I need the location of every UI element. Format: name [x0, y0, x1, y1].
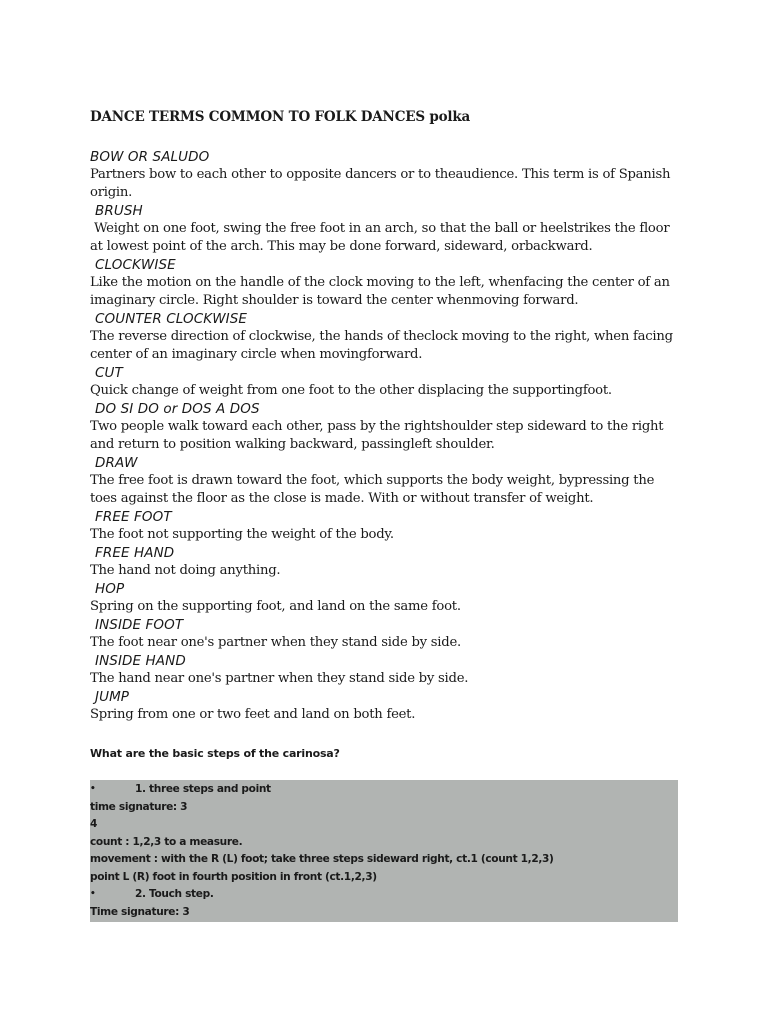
step-1-count: count : 1,2,3 to a measure. [90, 835, 243, 848]
term-cut [90, 364, 690, 400]
term-definition: Partners bow to each other to opposite dancers or to theaudience. This term is of Spanish origin. [90, 167, 671, 200]
carinosa-question: What are the basic steps of the carinosa? [90, 747, 340, 760]
term-definition: Two people walk toward each other, pass by the rightshoulder step sideward to the right and return to position walking backward, passingleft shoulder. [90, 419, 664, 452]
term-definition: The free foot is drawn toward the foot, which supports the body weight, bypressing the toes against the floor as the close is made. With or without transfer of weight. [90, 473, 655, 506]
step-1-heading: 1. three steps and point [135, 783, 271, 795]
term-name: INSIDE HAND [95, 653, 186, 669]
term-name: BRUSH [95, 203, 143, 219]
document-page [90, 108, 690, 762]
step-1-movement: movement : with the R (L) foot; take three steps sideward right, ct.1 (count 1,2,3) [90, 853, 554, 865]
term-name: DO SI DO or DOS A DOS [95, 401, 260, 417]
term-inside-foot [90, 616, 690, 652]
term-inside-hand [90, 652, 690, 688]
term-hop [90, 580, 690, 616]
term-definition: Weight on one foot, swing the free foot in an arch, so that the ball or heelstrikes the floor at lowest point of the arch. This may be done forward, sideward, orbackward. [90, 221, 674, 254]
step-2-time-signature: Time signature: 3 [90, 905, 190, 918]
term-name: INSIDE FOOT [95, 617, 184, 633]
term-definition: Spring from one or two feet and land on both feet. [90, 707, 416, 722]
term-name: FREE FOOT [95, 509, 172, 525]
term-counter-clockwise [90, 310, 690, 364]
term-definition: The foot near one's partner when they stand side by side. [90, 635, 461, 650]
term-definition: The hand not doing anything. [90, 563, 281, 578]
term-definition: Spring on the supporting foot, and land on the same foot. [90, 599, 461, 614]
step-1-time-signature: time signature: 3 [90, 800, 188, 813]
bullet-icon: • [90, 784, 96, 794]
step-2-heading-row [90, 886, 678, 904]
document-title: DANCE TERMS COMMON TO FOLK DANCES polka [90, 109, 471, 125]
term-name: JUMP [95, 689, 130, 705]
term-clockwise [90, 256, 690, 310]
term-name: FREE HAND [95, 545, 175, 561]
term-name: HOP [95, 581, 125, 597]
term-definition: The hand near one's partner when they stand side by side. [90, 671, 469, 686]
term-bow-or-saludo [90, 148, 690, 202]
step-1-time-signature-lower: 4 [90, 818, 98, 830]
term-free-hand [90, 544, 690, 580]
term-definition: The reverse direction of clockwise, the hands of theclock moving to the right, when facing center of an imaginary circle when movingforward. [90, 329, 673, 362]
step-2-heading: 2. Touch step. [135, 888, 214, 900]
term-brush [90, 202, 690, 256]
term-definition: Like the motion on the handle of the clock moving to the left, whenfacing the center of an imaginary circle. Right shoulder is toward the center whenmoving forward. [90, 275, 670, 308]
term-definition: The foot not supporting the weight of the body. [90, 527, 394, 542]
step-1-heading-row [90, 781, 678, 799]
term-jump [90, 688, 690, 724]
term-draw [90, 454, 690, 508]
step-1-point: point L (R) foot in fourth position in front (ct.1,2,3) [90, 870, 377, 883]
carinosa-steps-box [90, 780, 678, 922]
term-definition: Quick change of weight from one foot to the other displacing the supportingfoot. [90, 383, 612, 398]
term-name: DRAW [95, 455, 138, 471]
term-name: BOW OR SALUDO [90, 149, 210, 165]
term-name: CLOCKWISE [95, 257, 176, 273]
bullet-icon: • [90, 889, 96, 899]
term-name: COUNTER CLOCKWISE [95, 311, 248, 327]
term-do-si-do [90, 400, 690, 454]
term-name: CUT [95, 365, 123, 381]
term-free-foot [90, 508, 690, 544]
